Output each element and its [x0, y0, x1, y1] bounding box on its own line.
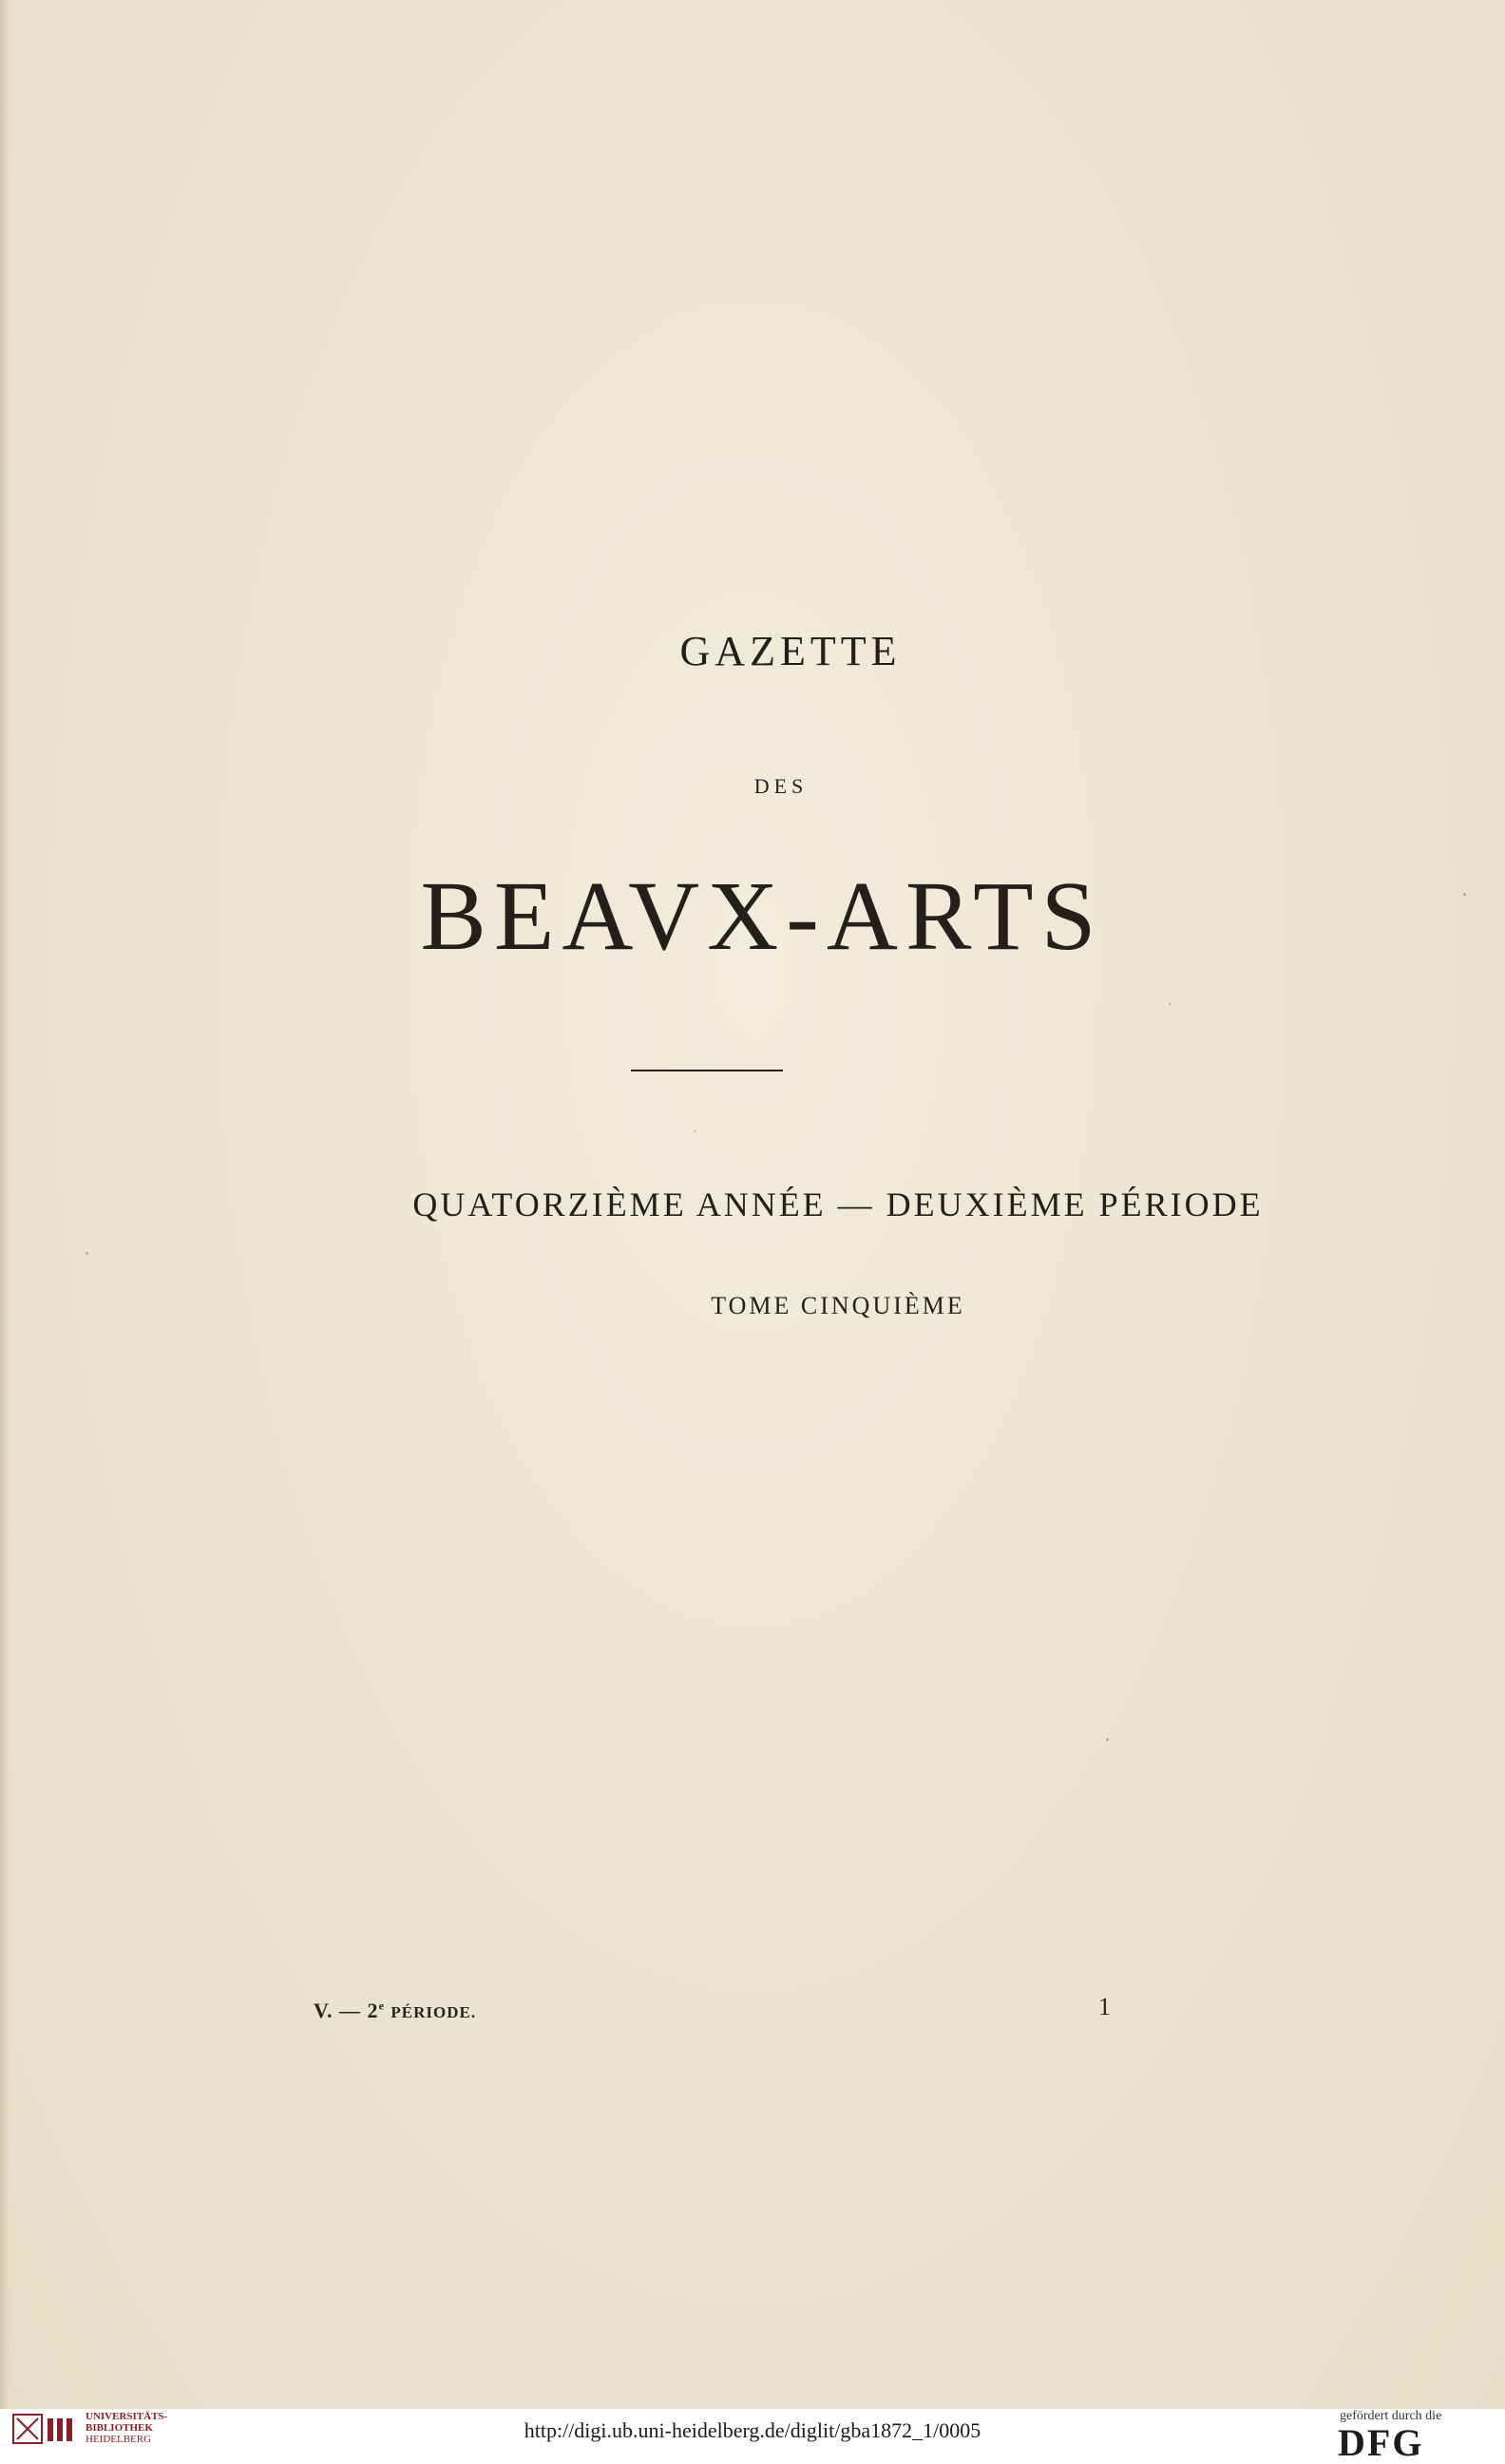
signature-suffix: PÉRIODE. — [391, 2003, 477, 2021]
signature-prefix: V. — 2 — [314, 1999, 379, 2022]
subtitle-tome: TOME CINQUIÈME — [711, 1292, 965, 1319]
subtitle-period: QUATORZIÈME ANNÉE — DEUXIÈME PÉRIODE — [412, 1185, 1264, 1223]
permalink-url[interactable]: http://digi.ub.uni-heidelberg.de/diglit/gba1872_1/0005 — [524, 2418, 981, 2442]
library-name-line1: UNIVERSITÄTS- — [86, 2411, 168, 2422]
title-beaux-arts: BEAVX-ARTS — [420, 862, 1104, 971]
title-gazette: GAZETTE — [679, 628, 902, 674]
library-name-line3: HEIDELBERG — [86, 2434, 152, 2445]
title-des: DES — [753, 774, 809, 798]
sheet-number: 1 — [1098, 1993, 1111, 2020]
signature-sup: e — [378, 1999, 385, 2013]
paper-speck — [86, 1252, 88, 1255]
signature-mark — [314, 1999, 476, 2023]
library-name-line2: BIBLIOTHEK — [86, 2422, 153, 2434]
dfg-logo[interactable]: DFG — [1338, 2421, 1424, 2464]
title-rule — [631, 1070, 783, 1071]
paper-speck — [1106, 1738, 1109, 1741]
funder-note: gefördert durch die — [1340, 2409, 1442, 2423]
paper-speck — [1169, 1003, 1171, 1005]
paper-speck — [694, 1130, 695, 1132]
